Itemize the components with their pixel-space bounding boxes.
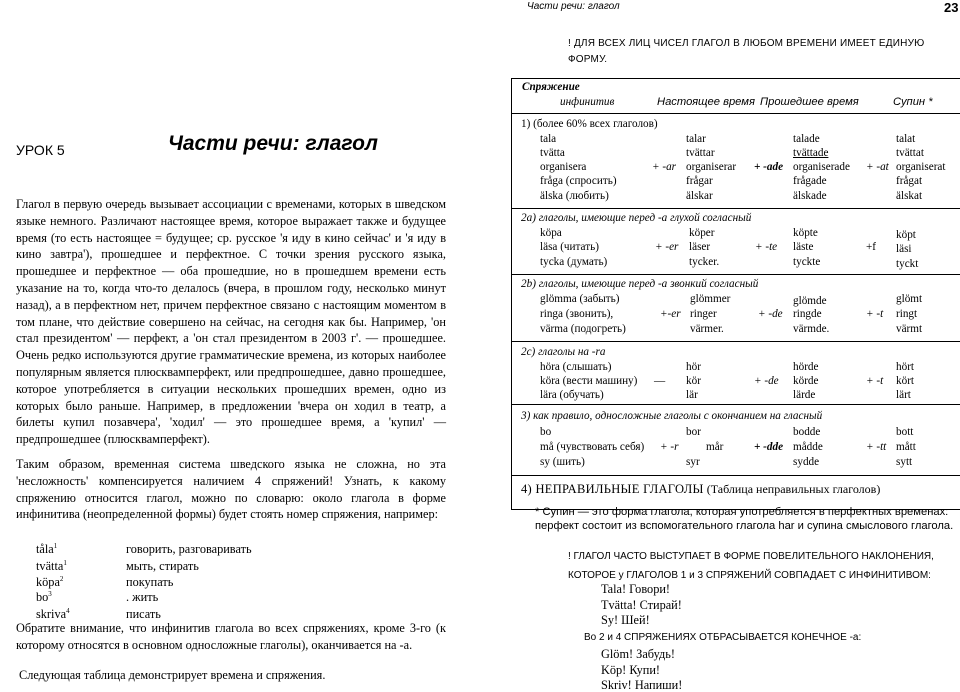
cell-past: värmde. <box>793 323 830 335</box>
group-title: 2b) глаголы, имеющие перед -а звонкий согласный <box>521 278 759 290</box>
imperative-example: Glöm! Забудь! <box>601 647 675 661</box>
cell-present: syr <box>686 456 700 468</box>
cell-present: tycker. <box>689 256 720 268</box>
cell-present: läser <box>689 241 711 253</box>
cell-supine: lärt <box>896 389 911 401</box>
cell-infinitive: glömma (забыть) <box>540 293 620 305</box>
chapter-title: Части речи: глагол <box>168 132 378 155</box>
cell-supine: värmt <box>896 323 923 335</box>
cell-past: tvättade <box>793 147 829 159</box>
cell-supine: mått <box>896 441 916 453</box>
cell-infinitive: tycka (думать) <box>540 256 608 268</box>
cell-infinitive: tala <box>540 133 557 145</box>
cell-present: lär <box>686 389 698 401</box>
present-suffix: + -er <box>655 241 679 253</box>
cell-past: bodde <box>793 426 821 438</box>
supine-suffix: + -t <box>866 375 884 387</box>
cell-past: hörde <box>793 361 819 373</box>
cell-past: sydde <box>793 456 820 468</box>
col-header-infinitive: инфинитив <box>560 96 615 108</box>
lesson-label: УРОК 5 <box>16 142 65 158</box>
cell-supine: läsi <box>896 243 912 255</box>
group-title: 4) НЕПРАВИЛЬНЫЕ ГЛАГОЛЫ (Таблица неправильных глаголов) <box>521 482 881 496</box>
note-imperative: ! ГЛАГОЛ ЧАСТО ВЫСТУПАЕТ В ФОРМЕ ПОВЕЛИТЕЛЬНОГО НАКЛОНЕНИЯ, КОТОРОЕ у ГЛАГОЛОВ 1 и 3 СПРЯЖЕНИЙ СОВПАДАЕТ С ИНФИНИТИВОМ: <box>568 551 934 581</box>
cell-past: läste <box>793 241 814 253</box>
cell-present: köper <box>689 227 715 239</box>
note-uniform-form: ! ДЛЯ ВСЕХ ЛИЦ ЧИСЕЛ ГЛАГОЛ В ЛЮБОМ ВРЕМЕНИ ИМЕЕТ ЕДИНУЮ ФОРМУ. <box>568 38 925 65</box>
cell-present: organiserar <box>686 161 737 173</box>
cell-present: värmer. <box>690 323 724 335</box>
imperative-example: Sy! Шей! <box>601 613 650 627</box>
past-suffix: + -dde <box>754 441 784 453</box>
cell-infinitive: köpa <box>540 227 562 239</box>
cell-supine: tyckt <box>896 258 919 270</box>
example-row: skriva$^4$ писать <box>36 607 161 622</box>
cell-past: körde <box>793 375 819 387</box>
cell-infinitive: älska (любить) <box>540 190 609 202</box>
cell-infinitive: må (чувствовать себя) <box>540 441 645 453</box>
cell-past: lärde <box>793 389 816 401</box>
cell-present: frågar <box>686 175 713 187</box>
cell-infinitive: lära (обучать) <box>540 389 604 401</box>
note-imperative-24: Во 2 и 4 СПРЯЖЕНИЯХ ОТБРАСЫВАЕТСЯ КОНЕЧНОЕ -a: <box>584 632 862 643</box>
cell-supine: hört <box>896 361 915 373</box>
table-caption: Спряжение <box>522 81 580 93</box>
cell-past: organiserade <box>793 161 850 173</box>
cell-supine: köpt <box>896 229 916 241</box>
cell-supine: tvättat <box>896 147 924 159</box>
cell-present: ringer <box>690 308 717 320</box>
example-row: $bo^3$ . жить <box>36 590 159 605</box>
past-suffix: + -te <box>755 241 778 253</box>
present-suffix: +-er <box>660 308 681 320</box>
cell-supine: ringt <box>896 308 918 320</box>
paragraph-table-intro: Следующая таблица демонстрирует времена и спряжения. <box>19 668 326 682</box>
cell-present: kör <box>686 375 701 387</box>
cell-past: ringde <box>793 308 822 320</box>
imperative-example: Tala! Говори! <box>601 582 671 596</box>
table-divider <box>511 341 960 342</box>
table-divider <box>511 274 960 275</box>
cell-infinitive: organisera <box>540 161 587 173</box>
example-row: tvätta$^1$ мыть, стирать <box>36 559 199 574</box>
cell-present: hör <box>686 361 701 373</box>
example-row: tåla$^1$ говорить, разговаривать <box>36 542 252 557</box>
page-number: 23 <box>944 0 959 15</box>
supine-suffix: + -tt <box>866 441 887 453</box>
cell-past: tyckte <box>793 256 821 268</box>
example-row: köpa$^2$ покупать <box>36 575 174 590</box>
cell-infinitive: läsa (читать) <box>540 241 599 253</box>
paragraph-infinitive-note: Обратите внимание, что инфинитив глагола во всех спряжениях, кроме 3-го (к которому относятся в основном односложные глаголы), оканчивается на -а. <box>16 621 446 652</box>
supine-suffix: +f <box>866 241 877 253</box>
cell-infinitive: höra (слышать) <box>540 361 612 373</box>
cell-past: talade <box>793 133 820 145</box>
past-suffix: + -de <box>754 375 779 387</box>
col-header-supine: Супин * <box>893 96 933 108</box>
paragraph-conjugations: Таким образом, временная система шведского языка не сложна, но эта 'несложность' компенсируется наличием 4 спряжений! Узнать, к какому спряжению относится глагол, можно по словарю: около глагола в форме инфинитива (неопределенной формы) будет стоять номер спряжения, например: <box>16 457 446 522</box>
group-title: 1) (более 60% всех глаголов) <box>521 118 658 130</box>
present-suffix: + -r <box>660 441 679 453</box>
cell-infinitive: bo <box>540 426 552 438</box>
imperative-example: Skriv! Напиши! <box>601 678 683 692</box>
cell-infinitive: värma (подогреть) <box>540 323 626 335</box>
footnote-supine: * Супин — это форма глагола, которая употребляется в перфектных временах: перфект состоит из вспомогательного глагола har и супина смыслового глагола. <box>535 506 954 532</box>
cell-infinitive: fråga (спросить) <box>540 175 617 187</box>
past-suffix: + -de <box>758 308 783 320</box>
cell-infinitive: ringa (звонить), <box>540 308 614 320</box>
cell-supine: älskat <box>896 190 923 202</box>
col-header-present: Настоящее время <box>657 96 755 108</box>
cell-infinitive: tvätta <box>540 147 565 159</box>
col-header-past: Прошедшее время <box>760 96 859 108</box>
cell-present: mår <box>706 441 724 453</box>
cell-present: glömmer <box>690 293 731 305</box>
supine-suffix: + -at <box>866 161 889 173</box>
cell-present: älskar <box>686 190 713 202</box>
paragraph-intro: Глагол в первую очередь вызывает ассоциации с временами, которых в шведском языке немного. Различают настоящее время, которое выражает также и будущее время (то есть настоящее = будущее; ср. русское 'я иду в кино сейчас' и 'я иду в кино завтра'), прошедшее и перфектное. С точки зрения русского языка, прошедшее и перфектное — оба прошедшие, но в прошедшем времени есть указание на то, когда что-то делалось (вчера, в прошлом году, несколько минут назад), а в перфектном нет, причем перфектное связано с настоящим моментом в том плане, что действие совершено на сейчас, на сегодня как бы. Например, 'он стал президентом' — перфект, а 'он стал президентом в 2003 г'. — прошедшее. Очень редко используются другие грамматические времена, из которых наиболее популярным является плюсквамперфект, или предпрошедшее, давно прошедшее, которое употребляется в ситуации нескольких прошедших времен, одно из которых было раньше. Например, в предложении 'вчера он ходил в театр, а билеты купил позавчера', 'ходил' — это прошедшее время, а 'купил' — предпрошедшее (плюсквамперфект). <box>16 197 446 447</box>
past-suffix: + -ade <box>754 161 784 173</box>
imperative-example: Köp! Купи! <box>601 663 661 677</box>
cell-past: älskade <box>793 190 827 202</box>
cell-supine: frågat <box>896 175 923 187</box>
present-suffix: + -ar <box>652 161 677 173</box>
cell-infinitive: köra (вести машину) <box>540 375 638 387</box>
cell-present: talar <box>686 133 706 145</box>
cell-supine: sytt <box>896 456 913 468</box>
cell-past: köpte <box>793 227 818 239</box>
cell-past: frågade <box>793 175 827 187</box>
cell-past: mådde <box>793 441 823 453</box>
cell-supine: organiserat <box>896 161 946 173</box>
table-divider <box>511 475 960 476</box>
cell-supine: glömt <box>896 293 923 305</box>
cell-supine: talat <box>896 133 916 145</box>
table-divider <box>511 208 960 209</box>
table-divider <box>511 404 960 405</box>
cell-present: bor <box>686 426 701 438</box>
group-title: 2c) глаголы на -ra <box>521 346 606 358</box>
present-suffix: — <box>654 375 666 387</box>
cell-supine: bott <box>896 426 914 438</box>
cell-supine: kört <box>896 375 915 387</box>
cell-infinitive: sy (шить) <box>540 456 585 468</box>
imperative-example: Tvätta! Стирай! <box>601 598 682 612</box>
supine-suffix: + -t <box>866 308 884 320</box>
group-title: 3) как правило, односложные глаголы с окончанием на гласный <box>521 410 823 422</box>
cell-present: tvättar <box>686 147 715 159</box>
cell-past: glömde <box>793 295 827 307</box>
running-header: Части речи: глагол <box>527 1 620 12</box>
group-title: 2a) глаголы, имеющие перед -а глухой согласный <box>521 212 752 224</box>
